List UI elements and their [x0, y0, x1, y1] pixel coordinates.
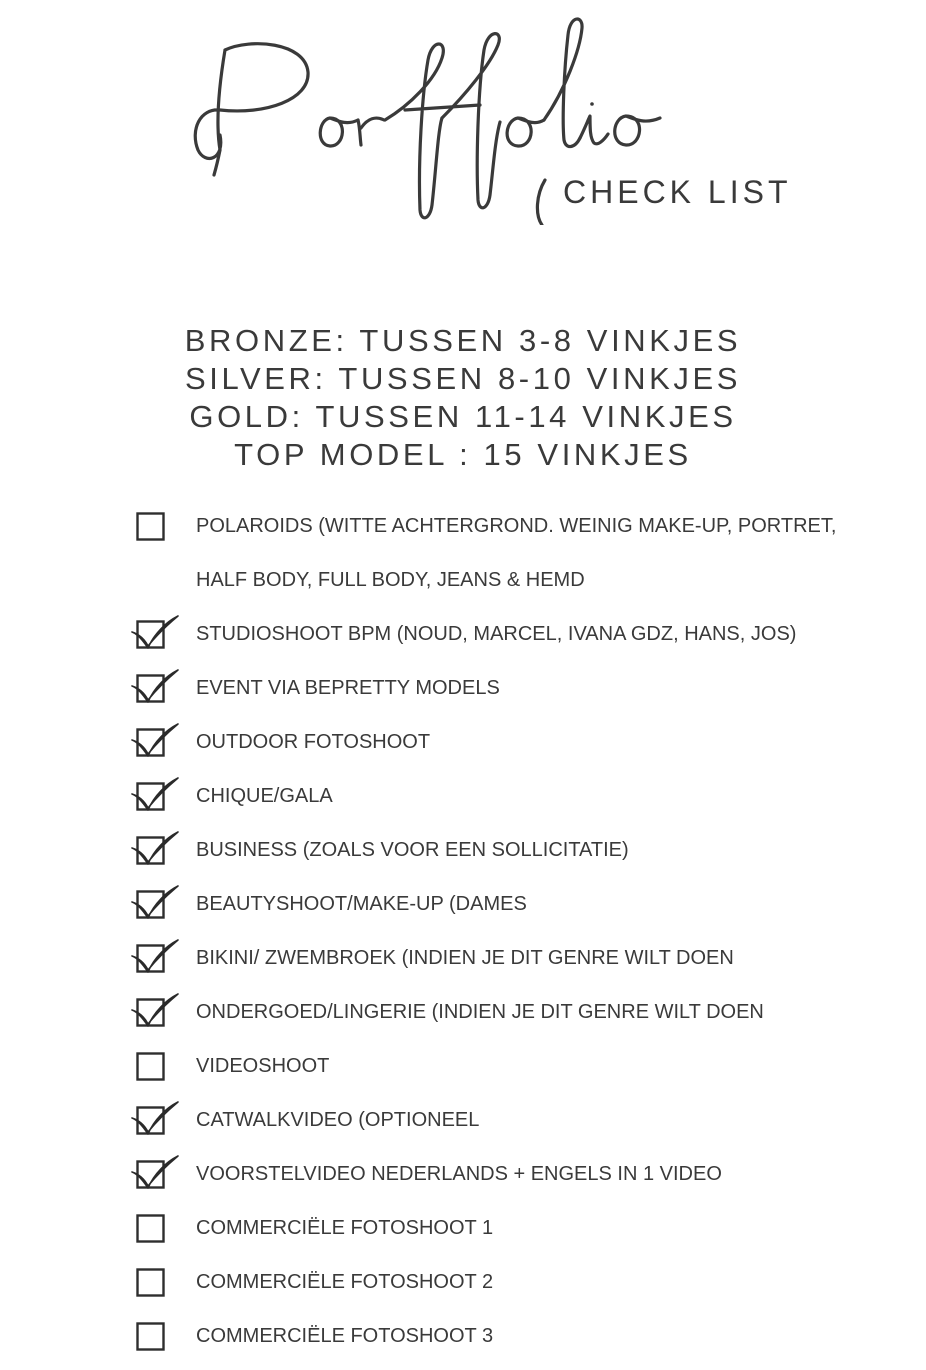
tier-bronze: BRONZE: TUSSEN 3-8 VINKJES [184, 323, 742, 358]
checklist-item [0, 998, 926, 1038]
tier-gold: GOLD: TUSSEN 11-14 VINKJES [189, 399, 737, 434]
checklist-item-label: VOORSTELVIDEO NEDERLANDS + ENGELS IN 1 VIDEO [196, 1163, 722, 1185]
checklist-item [0, 782, 926, 822]
checked-checkbox[interactable] [136, 890, 166, 920]
checklist-item-label: POLAROIDS (WITTE ACHTERGROND. WEINIG MAKE-UP, PORTRET, [196, 515, 837, 537]
checklist-item-label: STUDIOSHOOT BPM (NOUD, MARCEL, IVANA GDZ, HANS, JOS) [196, 623, 797, 645]
checked-checkbox[interactable] [136, 782, 166, 812]
header [0, 0, 926, 240]
checklist-item-label: BEAUTYSHOOT/MAKE-UP (DAMES [196, 893, 527, 915]
checklist-item [0, 1106, 926, 1146]
checklist-item-label-continuation: HALF BODY, FULL BODY, JEANS & HEMD [196, 569, 585, 591]
checklist-item [0, 620, 926, 660]
checklist-item [0, 890, 926, 930]
checklist-item-label: EVENT VIA BEPRETTY MODELS [196, 677, 500, 699]
checked-checkbox[interactable] [136, 1160, 166, 1190]
checked-checkbox[interactable] [136, 1106, 166, 1136]
checklist-item-label: OUTDOOR FOTOSHOOT [196, 731, 431, 753]
unchecked-checkbox[interactable] [136, 1322, 166, 1352]
unchecked-checkbox[interactable] [136, 1268, 166, 1298]
checklist-item [0, 728, 926, 768]
checked-checkbox[interactable] [136, 620, 166, 650]
checklist-item-label: BUSINESS (ZOALS VOOR EEN SOLLICITATIE) [196, 839, 629, 861]
check-list-subtitle: CHECK LIST [563, 174, 792, 210]
checklist-item [0, 836, 926, 876]
checked-checkbox[interactable] [136, 674, 166, 704]
checklist-item [0, 1268, 926, 1308]
unchecked-checkbox[interactable] [136, 1214, 166, 1244]
checklist-item [0, 512, 926, 552]
checklist-item [0, 1160, 926, 1200]
tier-silver: SILVER: TUSSEN 8-10 VINKJES [184, 361, 742, 396]
checked-checkbox[interactable] [136, 836, 166, 866]
checked-checkbox[interactable] [136, 998, 166, 1028]
tier-top-model: TOP MODEL : 15 VINKJES [234, 437, 692, 472]
checklist-item-label: COMMERCIËLE FOTOSHOOT 3 [196, 1325, 494, 1347]
checked-checkbox[interactable] [136, 728, 166, 758]
checklist-item-label: BIKINI/ ZWEMBROEK (INDIEN JE DIT GENRE WILT DOEN [196, 947, 734, 969]
checklist-item [0, 1322, 926, 1362]
checklist-item-label: COMMERCIËLE FOTOSHOOT 2 [196, 1271, 494, 1293]
checklist-item-label: CHIQUE/GALA [196, 785, 333, 807]
checklist-item [0, 1214, 926, 1254]
checklist-item [0, 1052, 926, 1092]
checklist-item-label: VIDEOSHOOT [196, 1055, 330, 1077]
checked-checkbox[interactable] [136, 944, 166, 974]
checklist-item-label: ONDERGOED/LINGERIE (INDIEN JE DIT GENRE WILT DOEN [196, 1001, 764, 1023]
unchecked-checkbox[interactable] [136, 512, 166, 542]
checklist-item-label: COMMERCIËLE FOTOSHOOT 1 [196, 1217, 494, 1239]
unchecked-checkbox[interactable] [136, 1052, 166, 1082]
tier-requirements [0, 322, 926, 474]
checklist-item [0, 674, 926, 714]
checklist-item [0, 944, 926, 984]
checklist-item-label: CATWALKVIDEO (OPTIONEEL [196, 1109, 480, 1131]
